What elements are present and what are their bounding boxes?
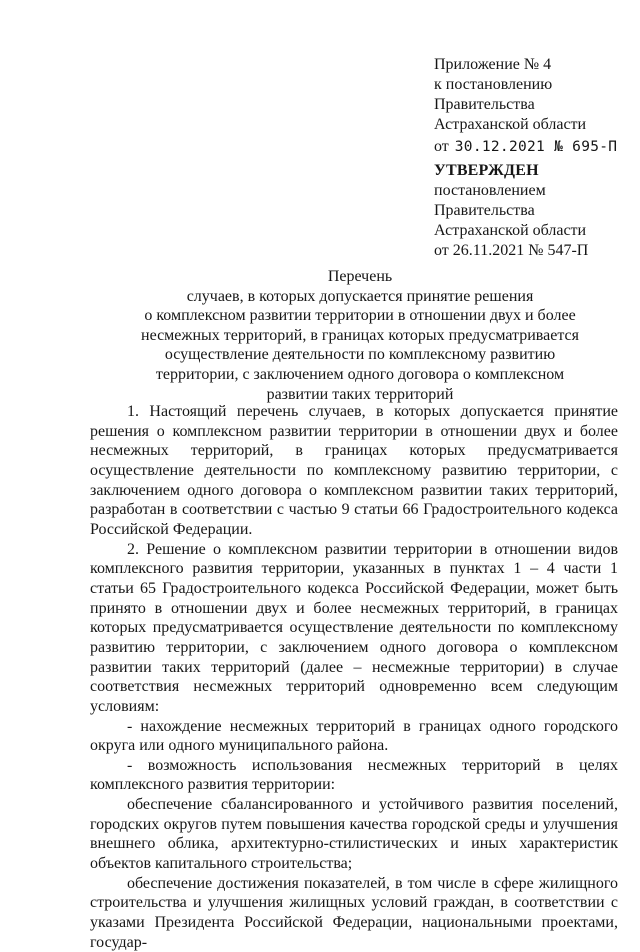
- appendix-date-value: 30.12.2021 № 695-П: [454, 139, 618, 155]
- title-line: развитии таких территорий: [266, 385, 454, 403]
- purpose-1: обеспечение сбалансированного и устойчивого развития поселений, городских округов путем повышения качества городской среды и улучшения внешнего облика, архитектурно-стилистических и иных характеристик объектов капитального строительства;: [90, 796, 618, 873]
- condition-2: - возможность использования несмежных территорий в целях комплексного развития территории:: [90, 756, 618, 794]
- document-title: [90, 267, 630, 404]
- approval-stamp: [434, 161, 588, 261]
- condition-1: - нахождение несмежных территорий в границах одного городского округа или одного муниципального района.: [90, 717, 618, 755]
- appendix-line: Правительства: [434, 96, 535, 113]
- appendix-date-prefix: от: [434, 138, 449, 155]
- title-line: территории, с заключением одного договора о комплексном: [155, 365, 565, 383]
- appendix-number: Приложение № 4: [434, 56, 552, 73]
- title-line: Перечень: [327, 268, 393, 285]
- approval-heading: УТВЕРЖДЕН: [434, 162, 539, 179]
- appendix-line: Астраханской области: [434, 116, 587, 133]
- purpose-2: обеспечение достижения показателей, в том числе в сфере жилищного строительства и улучшения жилищных условий граждан, в соответствии с указами Президента Российской Федерации, национальными проектами, государ-: [90, 874, 618, 951]
- approval-line: Правительства: [434, 202, 535, 219]
- appendix-header: [434, 55, 617, 157]
- paragraph-1: 1. Настоящий перечень случаев, в которых допускается принятие решения о комплексном развитии территории в отношении двух и более несмежных территорий, в границах которых предусматривается осуществление деятельности по комплексному развитию территории, с заключением одного договора о комплексном развитии таких территорий, разработан в соответствии с частью 9 статьи 66 Градостроительного кодекса Российской Федерации.: [90, 403, 618, 538]
- approval-line: Астраханской области: [434, 222, 587, 239]
- appendix-line: к постановлению: [434, 76, 553, 93]
- title-line: несмежных территорий, в границах которых предусматривается: [141, 326, 579, 344]
- title-line: о комплексном развитии территории в отношении двух и более: [144, 307, 576, 325]
- title-line: осуществление деятельности по комплексному развитию: [164, 346, 556, 364]
- title-line: случаев, в которых допускается принятие решения: [186, 287, 534, 305]
- paragraph-2: 2. Решение о комплексном развитии территории в отношении видов комплексного развития территории, указанных в пунктах 1 – 4 части 1 статьи 65 Градостроительного кодекса Российской Федерации, может быть принято в отношении двух и более несмежных территорий, в границах которых предусматривается осуществление деятельности по комплексному развитию территории, с заключением одного договора о комплексном развитии таких территорий (далее – несмежные территории) в случае соответствия несмежных территорий одновременно всем следующим условиям:: [90, 540, 618, 715]
- approval-line: постановлением: [434, 182, 546, 199]
- appendix-date-line: [434, 137, 617, 157]
- document-body: [90, 402, 618, 952]
- approval-date: от 26.11.2021 № 547-П: [434, 242, 589, 259]
